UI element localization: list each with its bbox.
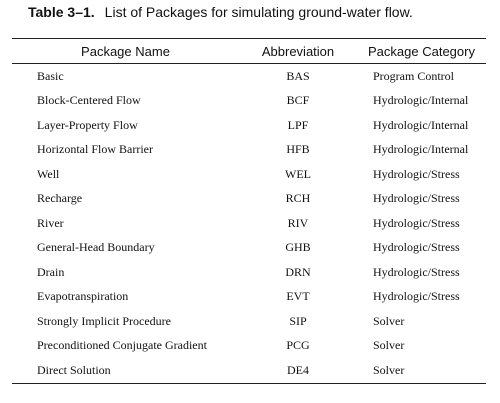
cell-abbreviation: WEL bbox=[285, 166, 311, 181]
table-row bbox=[12, 211, 486, 236]
cell-abbreviation: DE4 bbox=[239, 358, 357, 383]
cell-package-category: Hydrologic/Stress bbox=[373, 264, 460, 279]
table-row bbox=[12, 260, 486, 285]
cell-package-name: Block-Centered Flow bbox=[37, 93, 141, 108]
cell-abbreviation: BAS bbox=[286, 68, 310, 83]
table-header bbox=[12, 39, 486, 64]
cell-abbreviation: PCG bbox=[286, 338, 310, 353]
cell-abbreviation: RCH bbox=[285, 191, 311, 206]
cell-package-name: River bbox=[37, 215, 64, 230]
cell-package-category: Hydrologic/Stress bbox=[373, 166, 460, 181]
cell-abbreviation: LPF bbox=[287, 117, 309, 132]
table-row bbox=[12, 309, 486, 334]
cell-package-name: Strongly Implicit Procedure bbox=[37, 313, 171, 328]
table-title: List of Packages for simulating ground-water flow. bbox=[104, 4, 413, 20]
cell-abbreviation: RIV bbox=[287, 215, 309, 230]
cell-package-category: Hydrologic/Stress bbox=[373, 289, 460, 304]
table-row bbox=[12, 334, 486, 359]
table-caption bbox=[28, 4, 413, 20]
cell-package-name: Layer-Property Flow bbox=[37, 117, 138, 132]
cell-package-category: Hydrologic/Stress bbox=[373, 240, 460, 255]
cell-abbreviation: EVT bbox=[286, 289, 310, 304]
table-row bbox=[12, 138, 486, 163]
cell-package-name: Direct Solution bbox=[12, 358, 239, 383]
cell-package-name: Drain bbox=[37, 264, 65, 279]
cell-abbreviation: SIP bbox=[289, 313, 307, 328]
cell-package-name: General-Head Boundary bbox=[37, 240, 155, 255]
cell-abbreviation: DRN bbox=[285, 264, 311, 279]
cell-abbreviation: GHB bbox=[285, 240, 311, 255]
table-row bbox=[12, 113, 486, 138]
packages-table bbox=[12, 38, 486, 384]
cell-abbreviation: BCF bbox=[286, 93, 310, 108]
header-package-category: Package Category bbox=[357, 39, 486, 64]
cell-package-category: Hydrologic/Internal bbox=[373, 93, 469, 108]
cell-abbreviation: HFB bbox=[286, 142, 310, 157]
header-package-name: Package Name bbox=[12, 39, 239, 64]
cell-package-name: Recharge bbox=[37, 191, 83, 206]
header-row bbox=[12, 39, 486, 64]
table-row bbox=[12, 162, 486, 187]
cell-package-name: Evapotranspiration bbox=[37, 289, 129, 304]
cell-package-name: Well bbox=[37, 166, 60, 181]
cell-package-category: Hydrologic/Internal bbox=[373, 142, 469, 157]
table-row bbox=[12, 236, 486, 261]
table-row bbox=[12, 358, 486, 383]
cell-package-category: Solver bbox=[357, 358, 486, 383]
header-abbreviation: Abbreviation bbox=[239, 39, 357, 64]
cell-package-category: Solver bbox=[373, 313, 405, 328]
cell-package-category: Hydrologic/Stress bbox=[373, 191, 460, 206]
cell-package-category: Solver bbox=[373, 338, 405, 353]
table-body bbox=[12, 64, 486, 384]
cell-package-name: Basic bbox=[37, 68, 64, 83]
table-row bbox=[12, 64, 486, 89]
table-number: Table 3–1. bbox=[28, 4, 95, 20]
cell-package-name: Horizontal Flow Barrier bbox=[37, 142, 153, 157]
table-row bbox=[12, 89, 486, 114]
cell-package-category: Hydrologic/Stress bbox=[373, 215, 460, 230]
table-row bbox=[12, 285, 486, 310]
table-row bbox=[12, 187, 486, 212]
cell-package-name: Preconditioned Conjugate Gradient bbox=[37, 338, 207, 353]
cell-package-category: Hydrologic/Internal bbox=[373, 117, 469, 132]
cell-package-category: Program Control bbox=[373, 68, 454, 83]
